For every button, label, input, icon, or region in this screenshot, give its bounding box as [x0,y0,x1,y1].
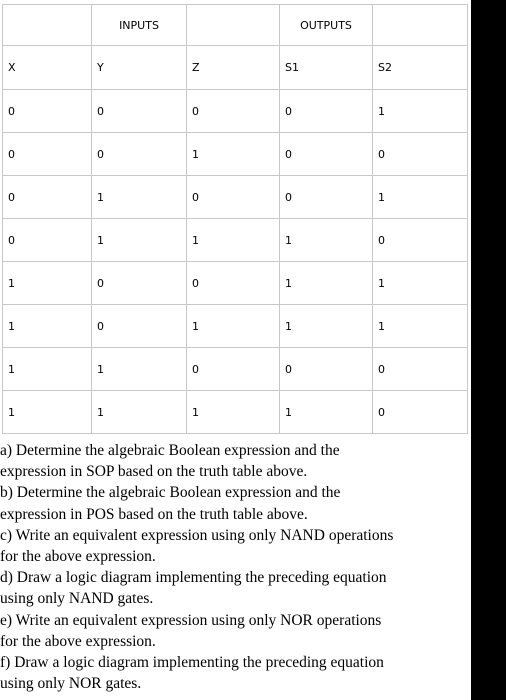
cell-x: 1 [3,348,92,391]
cell-x: 0 [3,90,92,133]
cell-s1: 0 [280,348,373,391]
column-header-y: Y [92,46,187,90]
cell-s2: 0 [373,391,468,434]
cell-s1: 1 [280,262,373,305]
table-row [3,90,468,133]
cell-s1: 0 [280,133,373,176]
cell-s2: 0 [373,219,468,262]
question-line: a) Determine the algebraic Boolean expression and the [0,442,340,459]
table-row [3,262,468,305]
cell-z: 0 [187,176,280,219]
question-line: using only NAND gates. [0,590,154,608]
cell-x: 1 [3,391,92,434]
question-line: expression in POS based on the truth table above. [0,505,308,523]
cell-s2: 1 [373,176,468,219]
question-line: d) Draw a logic diagram implementing the preceding equation [0,569,387,587]
question-line: c) Write an equivalent expression using only NAND operations [0,526,394,544]
cell-s1: 1 [280,219,373,262]
cell-y: 1 [92,348,187,391]
group-header-row [3,5,468,46]
empty-header-cell [187,5,280,46]
cell-y: 1 [92,176,187,219]
cell-x: 0 [3,219,92,262]
column-header-x: X [3,46,92,90]
cell-z: 0 [187,348,280,391]
inputs-header: INPUTS [92,5,187,46]
cell-y: 0 [92,305,187,348]
cell-x: 0 [3,176,92,219]
column-header-s2: S2 [373,46,468,90]
question-line: b) Determine the algebraic Boolean expression and the [0,484,341,502]
cell-z: 1 [187,391,280,434]
cell-z: 1 [187,305,280,348]
empty-header-cell [373,5,468,46]
table-row [3,176,468,219]
column-header-z: Z [187,46,280,90]
table-row [3,391,468,434]
cell-z: 0 [187,90,280,133]
cell-z: 1 [187,133,280,176]
cell-s2: 0 [373,133,468,176]
cell-y: 0 [92,133,187,176]
column-header-row [3,46,468,90]
cell-s1: 0 [280,90,373,133]
question-line: for the above expression. [0,548,156,566]
cell-z: 1 [187,219,280,262]
question-line: expression in SOP based on the truth table above. [0,463,308,481]
cell-x: 1 [3,305,92,348]
table-row [3,348,468,391]
cell-x: 1 [3,262,92,305]
cell-y: 0 [92,90,187,133]
cell-s2: 1 [373,305,468,348]
cell-s2: 0 [373,348,468,391]
cell-s1: 1 [280,305,373,348]
cell-s1: 0 [280,176,373,219]
cell-x: 0 [3,133,92,176]
cell-y: 1 [92,391,187,434]
outputs-header: OUTPUTS [280,5,373,46]
cell-y: 1 [92,219,187,262]
cell-z: 0 [187,262,280,305]
empty-header-cell [3,5,92,46]
table-row [3,219,468,262]
question-line: using only NOR gates. [0,675,142,693]
cell-y: 0 [92,262,187,305]
table-row [3,305,468,348]
cell-s1: 1 [280,391,373,434]
table-row [3,133,468,176]
cell-s2: 1 [373,90,468,133]
cell-s2: 1 [373,262,468,305]
truth-table [2,4,468,434]
question-list [0,440,470,694]
column-header-s1: S1 [280,46,373,90]
question-line: f) Draw a logic diagram implementing the preceding equation [0,654,384,672]
question-line: for the above expression. [0,632,156,650]
question-line: e) Write an equivalent expression using only NOR operations [0,611,382,629]
